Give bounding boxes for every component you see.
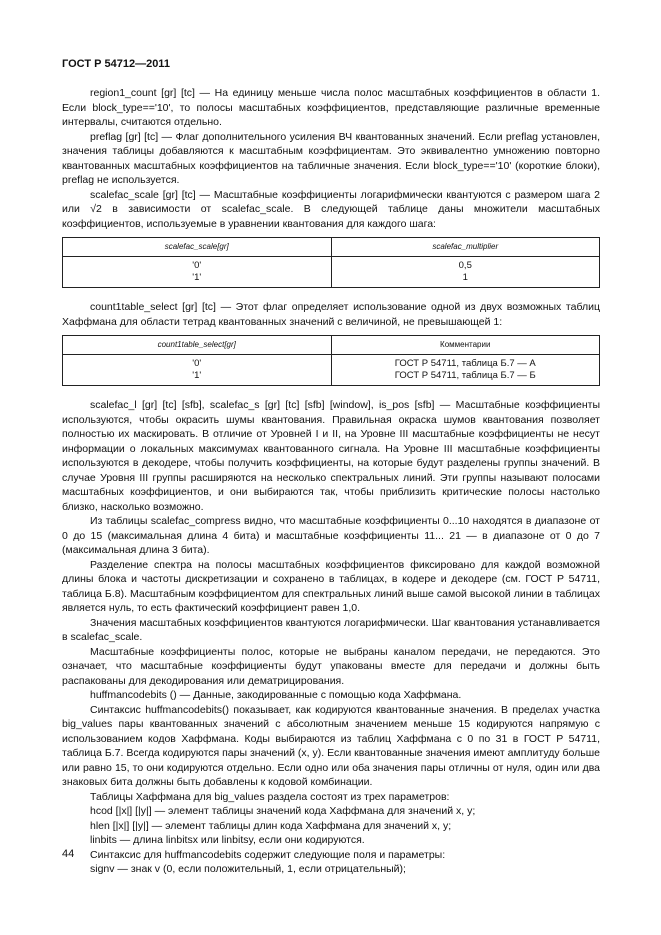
- paragraph-not-transmitted: Масштабные коэффициенты полос, которые не выбраны каналом передачи, не передаются. Это означает, что масштабные коэффициенты будут упакованы вместе для передачи и должны быть распакованы для декодирования или дематрицирования.: [62, 645, 600, 687]
- table1-header-col2: scalefac_multiplier: [331, 238, 600, 257]
- paragraph-scalefac-scale: scalefac_scale [gr] [tc] — Масштабные коэффициенты логарифмически квантуются с размером шага 2 или √2 в зависимости от scalefac_scale. В следующей таблице даны множители масштабных коэффициентов, используемые в уравнении квантования для каждого шага:: [62, 188, 600, 230]
- paragraph-scalefac-l: scalefac_l [gr] [tc] [sfb], scalefac_s [gr] [tc] [sfb] [window], is_pos [sfb] — Масштабные коэффициенты используются, чтобы окрасить шумы квантования. Правильная окраска шумов квантования позволяет полностью их маскировать. В отличие от Уровней I и II, на Уровне III масштабные коэффициенты не несут информации о локальных максимумах квантованного сигнала. На Уровне III масштабные коэффициенты используются в декодере, чтобы получить коэффициенты, на которые будут разделены группы значений. В случае Уровня III группы расширяются на несколько спектральных линий. Эти группы называют полосами масштабных коэффициентов, и они выбираются так, чтобы приблизить критические полосы настолько близко, насколько возможно.: [62, 399, 600, 513]
- table2-header-col1: count1table_select[gr]: [63, 336, 332, 355]
- page-number: 44: [62, 848, 75, 860]
- paragraph-spectrum-division: Разделение спектра на полосы масштабных коэффициентов фиксировано для каждой возможной длины блока и частоты дискретизации и сохранено в таблицах, в кодере и декодере (см. ГОСТ Р 54711, таблица Б.8). Масштабным коэффициентом для спектральных линий выше самой высокой линии в таблицах является нуль, то есть фактический коэффициент равен 1,0.: [62, 558, 600, 614]
- table2-values-col1: '0' '1': [63, 355, 332, 386]
- paragraph-region1-count: region1_count [gr] [tc] — На единицу меньше числа полос масштабных коэффициентов в области 1. Если block_type=='10', то полосы масштабных коэффициентов, представляющие различные временные интервалы, считаются отдельно.: [62, 87, 600, 128]
- paragraph-count1table-select: count1table_select [gr] [tc] — Этот флаг определяет использование одной из двух возможных таблиц Хаффмана для области тетрад квантованных значений с величиной, не превышающей 1:: [62, 301, 600, 328]
- table1-values-col2: 0,5 1: [331, 257, 600, 288]
- table2-header-col2: Комментарии: [331, 336, 600, 355]
- scalefac-scale-table: [62, 237, 600, 288]
- paragraph-big-values-tables: Таблицы Хаффмана для big_values раздела состоят из трех параметров:: [90, 790, 450, 803]
- table1-header-col1: scalefac_scale[gr]: [63, 238, 332, 257]
- paragraph-huffman-syntax: Синтаксис huffmancodebits() показывает, как кодируются квантованные значения. В пределах участка big_values пары квантованных значений с абсолютным значением меньше 15 кодируются напрямую с использованием кодов Хаффмана. Коды выбираются из таблиц Хаффмана с 0 по 31 в ГОСТ Р 54711, таблица Б.7. Всегда кодируются пары значений (x, y). Если квантованные значения имеют амплитуду больше или равно 15, то они кодируются отдельно. Если одно или оба значения пары отличны от нуля, один или два знаковых бита должны быть добавлены к кодовой комбинации.: [62, 703, 600, 788]
- table1-values-col1: '0' '1': [63, 257, 332, 288]
- page-content: [62, 86, 600, 877]
- paragraph-quantization: Значения масштабных коэффициентов квантуются логарифмически. Шаг квантования устанавливается в scalefac_scale.: [62, 616, 600, 643]
- paragraph-preflag: preflag [gr] [tc] — Флаг дополнительного усиления ВЧ квантованных значений. Если preflag установлен, значения таблицы добавляются к масштабным коэффициентам. Это эквивалентно умножению повторно квантованных масштабных коэффициентов на табличные значения. Если block_type=='10' (короткие блоки), preflag не используется.: [62, 130, 600, 186]
- paragraph-signv: signv — знак v (0, если положительный, 1, если отрицательный);: [90, 863, 406, 875]
- paragraph-huffmancodebits: huffmancodebits () — Данные, закодированные с помощью кода Хаффмана.: [90, 689, 462, 701]
- document-header: ГОСТ Р 54712—2011: [62, 58, 170, 70]
- count1table-select-table: [62, 335, 600, 386]
- paragraph-hcod: hcod [|x|] [|y|] — элемент таблицы значений кода Хаффмана для значений x, y;: [90, 805, 476, 817]
- paragraph-hlen: hlen [|x|] [|y|] — элемент таблицы длин кода Хаффмана для значений x, y;: [90, 819, 452, 832]
- paragraph-scalefac-compress: Из таблицы scalefac_compress видно, что масштабные коэффициенты 0...10 находятся в диапазоне от 0 до 15 (максимальная длина 4 бита) и масштабные коэффициенты 11... 21 — в диапазоне от 0 до 7 (максимальная длина 3 бита).: [62, 515, 600, 556]
- paragraph-syntax-fields: Синтаксис для huffmancodebits содержит следующие поля и параметры:: [90, 848, 446, 861]
- table2-values-col2: ГОСТ Р 54711, таблица Б.7 — А ГОСТ Р 54711, таблица Б.7 — Б: [331, 355, 600, 386]
- paragraph-linbits: linbits — длина linbitsx или linbitsy, если они кодируются.: [90, 834, 365, 846]
